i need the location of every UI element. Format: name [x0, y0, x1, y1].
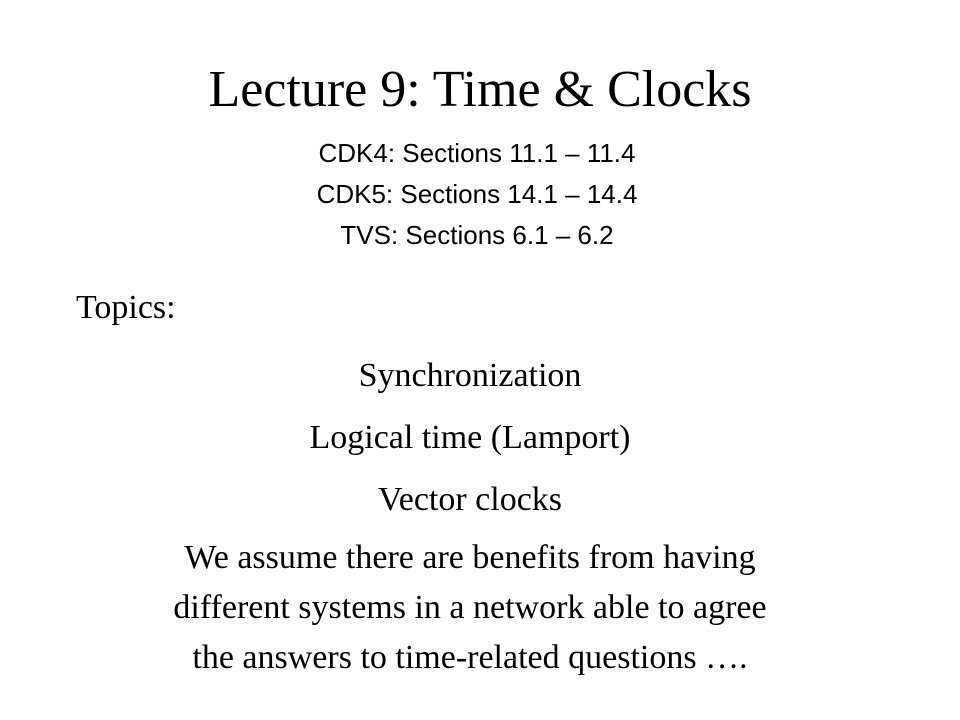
reference-cdk4: CDK4: Sections 11.1 – 11.4 [318, 138, 636, 168]
reference-cdk5: CDK5: Sections 14.1 – 14.4 [316, 179, 638, 209]
topics-list [0, 345, 940, 531]
topic-logical-time: Logical time (Lamport) [309, 419, 631, 456]
assumption-paragraph [0, 533, 940, 683]
reference-tvs: TVS: Sections 6.1 – 6.2 [340, 220, 614, 250]
topics-heading: Topics: [76, 289, 176, 326]
assumption-line-3: the answers to time-related questions …. [192, 639, 748, 676]
assumption-line-1: We assume there are benefits from having [184, 539, 756, 576]
reading-references [0, 133, 954, 256]
slide-title: Lecture 9: Time & Clocks [208, 61, 752, 118]
topic-synchronization: Synchronization [358, 357, 582, 394]
assumption-line-2: different systems in a network able to agree [173, 589, 767, 626]
topic-vector-clocks: Vector clocks [377, 481, 563, 518]
